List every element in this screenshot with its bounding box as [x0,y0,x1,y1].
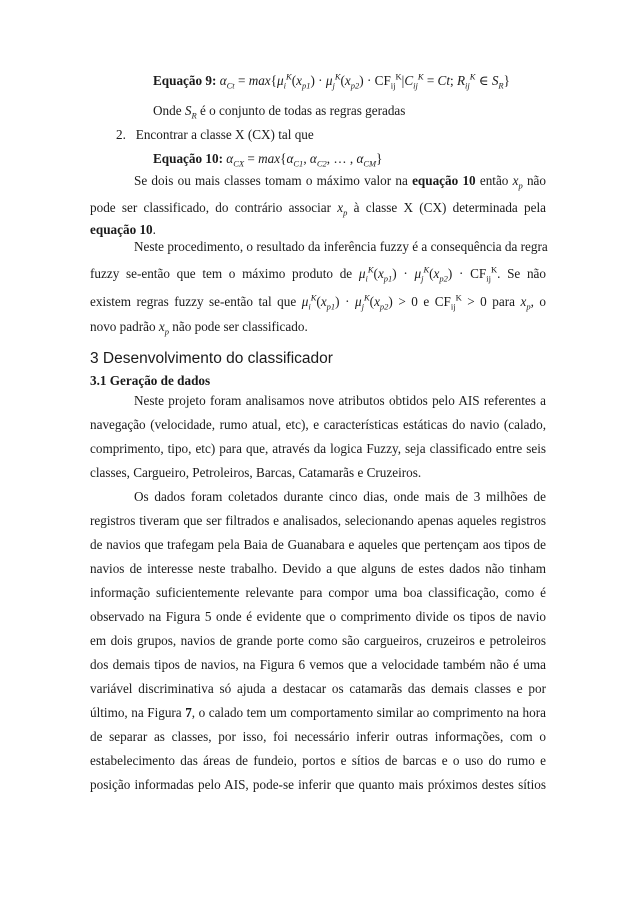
paragraph-line: Os dados foram coletados durante cinco dias, onde mais de 3 milhões de [134,489,546,504]
paragraph-line: equação 10. [90,222,156,237]
equation-9-where: Onde $S_R$ é o conjunto de todas as regras geradas [153,103,406,121]
paragraph-line: existem regras fuzzy se-então tal que $\mu_i^K(x_{p1}) \cdot \mu_j^K(x_{p2}) > 0$ e $CF_{ij}^K > 0$ para $x_p$, o [90,292,547,312]
paragraph-line: em dois grupos, navios de grande porte como são cargueiros, cruzeiros e petroleiros [90,633,546,648]
paragraph-line: Neste projeto foram analisamos nove atributos obtidos pelo AIS referentes a [134,393,546,408]
paragraph-line: de separar as classes, por isso, foi necessário inferir outras informações, com o [90,729,546,744]
paragraph-line: registros tiveram que ser filtrados e analisados, selecionando apenas aqueles registros [90,513,546,528]
paragraph-line: navios de interesse neste trabalho. Devido a que alguns de estes dados não tinham [90,561,546,576]
paragraph-line: informação suficientemente relevante para compor uma boa classificação, como é [90,585,546,600]
paragraph-line: pode ser classificado, do contrário associar $x_p$ à classe X (CX) determinada pela [90,200,546,218]
paragraph-line: comprimento, tipo, etc) para que, através da logica Fuzzy, seja classificado entre seis [90,441,546,456]
paragraph-line: variável discriminativa só ajuda a destacar os catamarãs das demais classes e por [90,681,546,696]
section-heading: 3 Desenvolvimento do classificador [90,350,333,367]
equation-10-label: Equação 10: [153,151,223,166]
equation-10 [153,151,546,167]
equation-9-formula: $\alpha_{Ct} = \max\{\mu_i^K(x_{p1}) \cdot \mu_j^K(x_{p2}) \cdot CF_{ij}^K|C_{ij}^K = Ct$; $R_{ij}^K$ ∈ $S_R$} [219,71,510,91]
paragraph-line: observado na Figura 5 onde é evidente que o comprimento divide os tipos de navio [90,609,546,624]
paragraph-line: de navios que trafegam pela Baia de Guanabara e aqueles que pertençam aos tipos de [90,537,546,552]
paragraph-line: navegação (velocidade, rumo atual, etc), e características estáticas do navio (calado, [90,417,546,432]
paragraph-line: último, na Figura 7, o calado tem um comportamento similar ao comprimento na hora [90,705,546,720]
list-item-number: 2. [116,127,126,142]
equation-9 [153,73,546,89]
equation-9-label: Equação 9: [153,73,217,88]
paragraph-line: estabelecimento das áreas de fundeio, portos e sítios de barcas e o uso do rumo e [90,753,546,768]
equation-10-formula: $\alpha_{CX} = \max\{\alpha_{C1}$, $\alpha_{C2}$, … , $\alpha_{CM}$} [226,151,383,169]
subsection-heading: 3.1 Geração de dados [90,373,211,388]
paragraph-line: Neste procedimento, o resultado da inferência fuzzy é a consequência da regra [134,239,548,254]
paragraph-line: dos demais tipos de navios, na Figura 6 vemos que a velocidade também não é uma [90,657,546,672]
paragraph-line: classes, Cargueiro, Petroleiros, Barcas, Catamarãs e Cruzeiros. [90,465,422,480]
list-item-text: Encontrar a classe X (CX) tal que [135,127,314,142]
paragraph-line: posição informadas pelo AIS, pode-se inferir que quanto mais próximos destes sítios [90,777,546,792]
paragraph-line: fuzzy se-então que tem o máximo produto de $\mu_i^K(x_{p1}) \cdot \mu_j^K(x_{p2}) \cdot CF_{ij}^K$. Se não [90,264,546,284]
list-item-2 [116,127,546,143]
paragraph-line: Se dois ou mais classes tomam o máximo valor na equação 10 então $x_p$ não [134,173,546,191]
paragraph-line: novo padrão $x_p$ não pode ser classificado. [90,319,308,337]
